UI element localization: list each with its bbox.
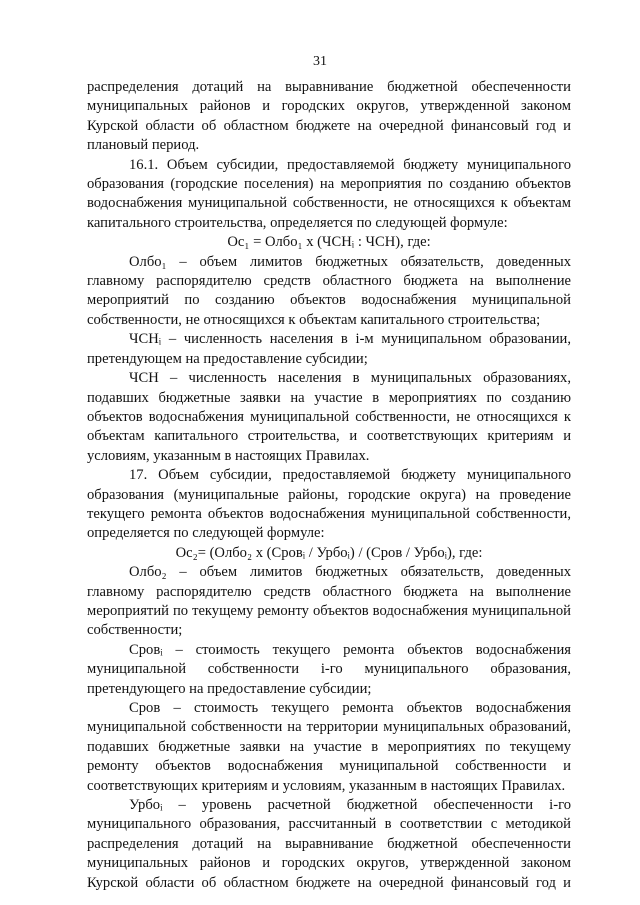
paragraph-17: 17. Объем субсидии, предоставляемой бюджету муниципального образования (муниципальные районы, городские округа) на проведение текущего ремонта объектов водоснабжения муниципальной собственности, определяется по следующей формуле: [87,467,571,542]
definition-srov-i: Сровᵢ – стоимость текущего ремонта объектов водоснабжения муниципальной собственности i-го муниципального образования, претендующего на предоставление субсидии; [87,641,571,697]
formula-oc2: Ос₂= (Олбо₂ х (Сровᵢ / Урбоᵢ) / (Сров / Урбоᵢ), где: [175,544,483,561]
paragraph-16-1: 16.1. Объем субсидии, предоставляемой бюджету муниципального образования (городские поселения) на мероприятия по созданию объектов водоснабжения муниципальной собственности, не относящихся к объектам капитального строительства, определяется по следующей формуле: [87,156,571,231]
definition-olbo2: Олбо₂ – объем лимитов бюджетных обязательств, доведенных главному распорядителю средств областного бюджета на выполнение мероприятий по текущему ремонту объектов водоснабжения муниципальной собственности; [87,564,571,639]
paragraph-continuation: распределения дотаций на выравнивание бюджетной обеспеченности муниципальных районов и городских округов, утвержденной законом Курской области об областном бюджете на очередной финансовый год и плановый период. [87,79,571,154]
definition-chsn: ЧСН – численность населения в муниципальных образованиях, подавших бюджетные заявки на участие в мероприятиях по созданию объектов водоснабжения муниципальной собственности, не относящихся к объектам капитального строительства, и соответствующих критериям и условиям, указанным в настоящих Правилах. [87,370,571,464]
formula-oc1: Ос₁ = Олбо₁ х (ЧСНᵢ : ЧСН), где: [227,234,431,251]
document-body [87,78,571,893]
definition-urbo-i: Урбоᵢ – уровень расчетной бюджетной обеспеченности i-го муниципального образования, рассчитанный в соответствии с методикой распределения дотаций на выравнивание бюджетной обеспеченности муниципальных районов и городских округов, утвержденной законом Курской области об областном бюджете на очередной финансовый год и [87,797,571,891]
page-number: 31 [313,54,327,69]
definition-srov: Сров – стоимость текущего ремонта объектов водоснабжения муниципальной собственности на территории муниципальных образований, подавших бюджетные заявки на участие в мероприятиях по текущему ремонту объектов водоснабжения муниципальной собственности и соответствующих критериям и условиям, указанным в настоящих Правилах. [87,700,571,794]
definition-olbo1: Олбо₁ – объем лимитов бюджетных обязательств, доведенных главному распорядителю средств областного бюджета на выполнение мероприятий по созданию объектов водоснабжения муниципальной собственности, не относящихся к объектам капитального строительства; [87,253,571,328]
definition-chsn-i: ЧСНᵢ – численность населения в i-м муниципальном образовании, претендующем на предоставление субсидии; [87,331,571,367]
